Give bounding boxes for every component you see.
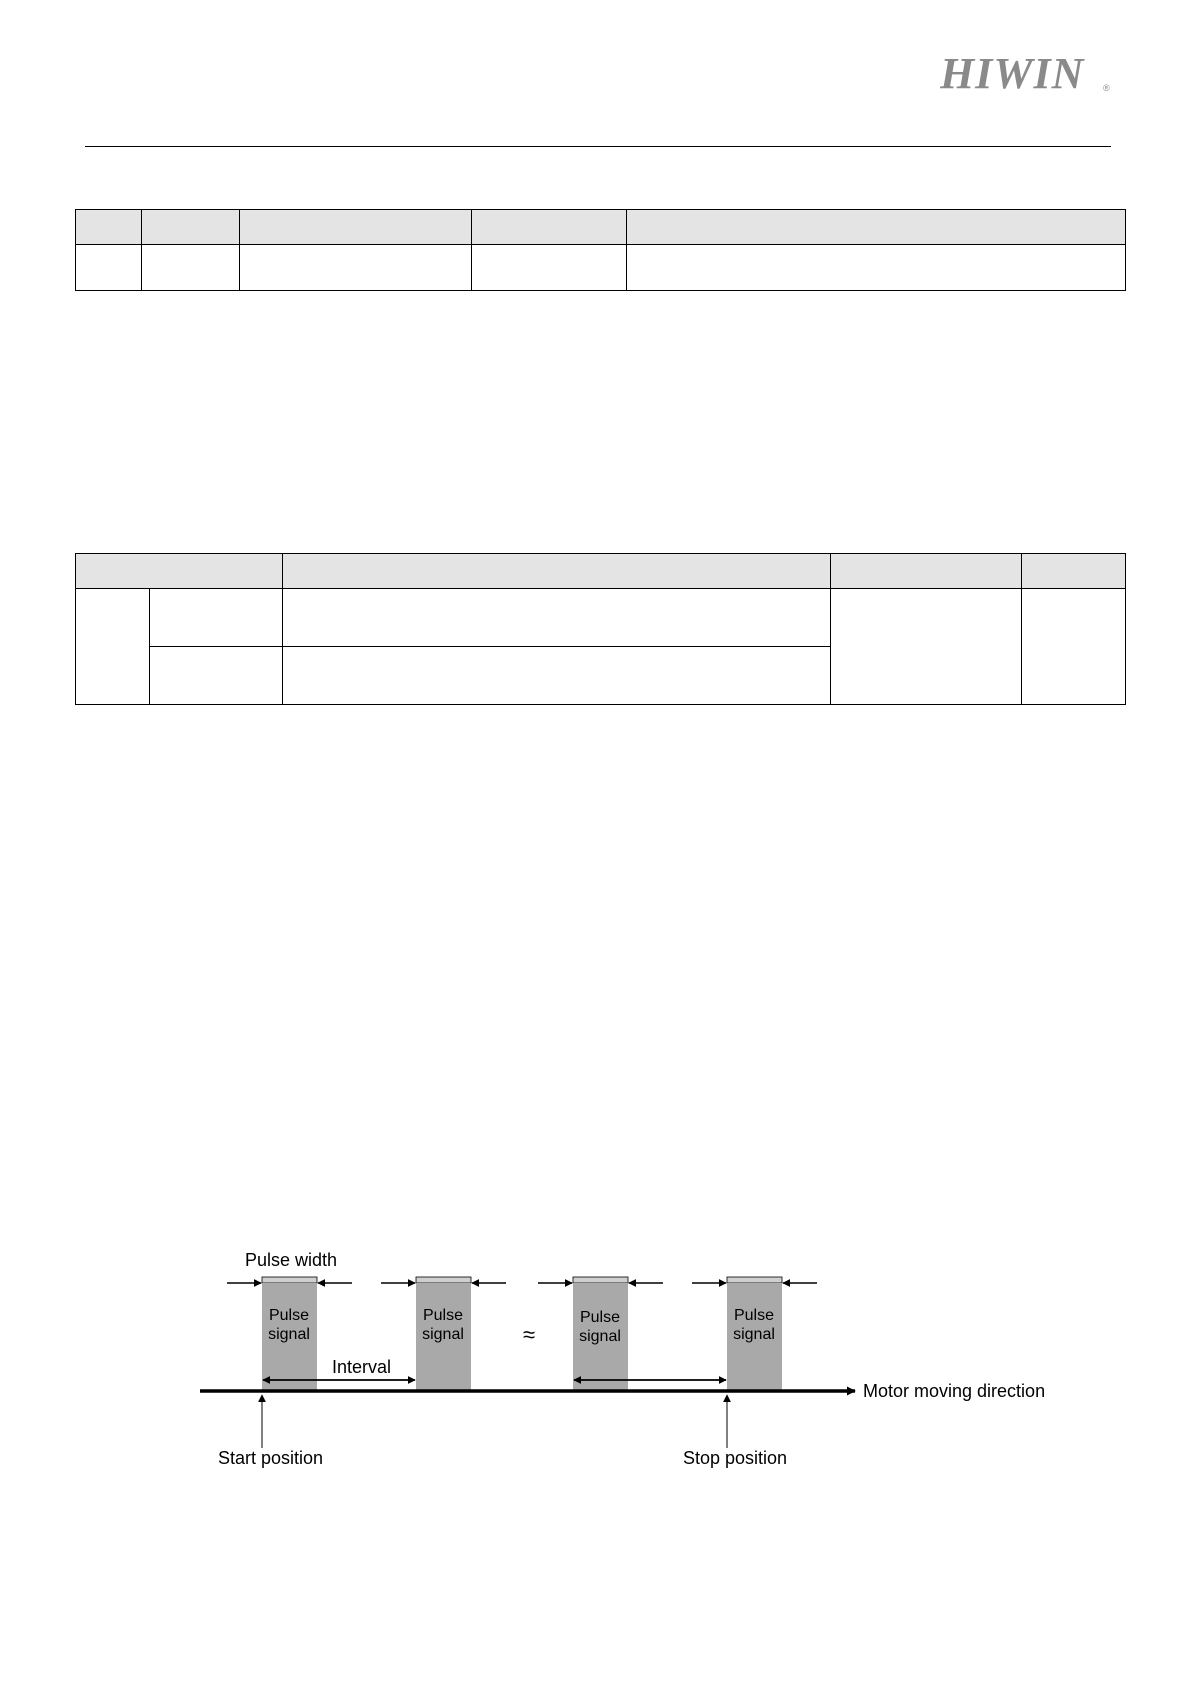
table-header-cell <box>76 554 283 589</box>
table-header-row <box>76 554 1126 589</box>
approx-symbol: ≈ <box>523 1322 536 1347</box>
table-row <box>76 589 1126 647</box>
pulse-signal-4 <box>692 1277 817 1391</box>
table-cell <box>142 245 240 291</box>
pulse-label: Pulse <box>422 1307 464 1324</box>
table-header-cell <box>76 210 142 245</box>
pulse-signal-3 <box>538 1277 663 1391</box>
pulse-label: Pulse <box>733 1307 775 1324</box>
table-header-cell <box>627 210 1126 245</box>
pulse-label: signal <box>733 1326 775 1343</box>
table-header-cell <box>472 210 627 245</box>
table-cell <box>240 245 472 291</box>
table-cell <box>1022 589 1126 705</box>
table-header-cell <box>1022 554 1126 589</box>
start-position-label: Start position <box>218 1448 324 1468</box>
parameter-table-1 <box>75 209 1126 291</box>
pulse-label: Pulse <box>579 1309 621 1326</box>
registered-mark: ® <box>1103 83 1110 93</box>
table-header-cell <box>283 554 831 589</box>
table-cell <box>76 589 150 705</box>
pulse-signal-2 <box>381 1277 506 1391</box>
header-divider <box>85 146 1111 147</box>
pulse-label: signal <box>422 1326 464 1343</box>
parameter-table-2 <box>75 553 1126 705</box>
table-header-cell <box>142 210 240 245</box>
logo-text: HIWIN <box>940 49 1085 96</box>
table-cell <box>283 647 831 705</box>
table-header-row <box>76 210 1126 245</box>
pulse-label: Pulse <box>268 1307 310 1324</box>
pulse-signal-diagram <box>190 1240 1080 1480</box>
pulse-label: signal <box>579 1328 621 1345</box>
pulse-width-label: Pulse width <box>245 1250 338 1270</box>
table-cell <box>472 245 627 291</box>
table-cell <box>831 589 1022 705</box>
table-cell <box>283 589 831 647</box>
stop-position-label: Stop position <box>683 1448 788 1468</box>
table-cell <box>150 647 283 705</box>
hiwin-logo <box>940 46 1115 96</box>
table-cell <box>150 589 283 647</box>
interval-label: Interval <box>332 1357 392 1377</box>
table-cell <box>627 245 1126 291</box>
table-header-cell <box>831 554 1022 589</box>
table-header-cell <box>240 210 472 245</box>
table-row <box>76 245 1126 291</box>
motor-direction-label: Motor moving direction <box>863 1381 1046 1401</box>
table-cell <box>76 245 142 291</box>
pulse-label: signal <box>268 1326 310 1343</box>
